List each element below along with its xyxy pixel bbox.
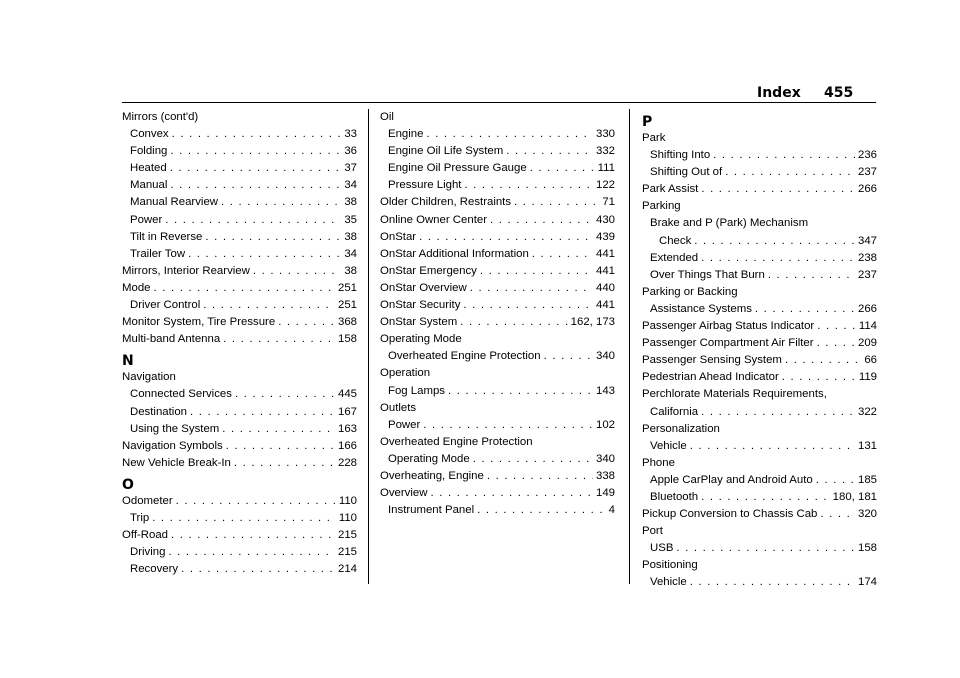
index-entry xyxy=(380,451,615,468)
index-entry xyxy=(380,143,615,160)
entry-label: Folding xyxy=(130,145,168,158)
entry-label: Navigation Symbols xyxy=(122,439,223,452)
index-entry xyxy=(122,194,357,211)
index-heading: Oil xyxy=(380,111,394,123)
index-heading: Personalization xyxy=(642,422,720,435)
entry-label: OnStar Emergency xyxy=(380,264,477,277)
index-entry xyxy=(380,314,615,331)
entry-page: 439 xyxy=(595,230,615,243)
entry-page: 163 xyxy=(337,422,357,435)
index-entry xyxy=(380,177,615,194)
entry-page: 35 xyxy=(344,213,357,226)
entry-label: Vehicle xyxy=(650,576,687,589)
entry-page: 143 xyxy=(595,384,615,397)
index-entry xyxy=(122,527,357,544)
entry-page: 347 xyxy=(857,234,877,247)
entry-page: 322 xyxy=(857,405,877,418)
index-entry xyxy=(380,194,615,211)
index-entry xyxy=(642,438,877,455)
entry-label: Convex xyxy=(130,128,169,141)
section-letter: P xyxy=(642,114,653,130)
entry-page: 38 xyxy=(344,196,357,209)
index-entry xyxy=(642,540,877,557)
index-heading: Operating Mode xyxy=(380,333,462,346)
entry-label: Destination xyxy=(130,405,187,418)
entry-label: Mode xyxy=(122,281,151,294)
entry-page: 338 xyxy=(595,469,615,482)
index-column-1 xyxy=(122,109,357,578)
index-column-2 xyxy=(380,109,615,519)
index-entry xyxy=(380,417,615,434)
entry-page: 440 xyxy=(595,281,615,294)
entry-page: 166 xyxy=(337,439,357,452)
entry-page: 158 xyxy=(337,333,357,346)
index-entry xyxy=(642,489,877,506)
entry-label: Online Owner Center xyxy=(380,213,487,226)
index-entry xyxy=(122,280,357,297)
index-entry xyxy=(122,229,357,246)
entry-page: 71 xyxy=(602,196,615,209)
index-entry xyxy=(642,352,877,369)
entry-label: Recovery xyxy=(130,563,179,576)
entry-label: OnStar Security xyxy=(380,299,461,312)
entry-label: Bluetooth xyxy=(650,490,699,503)
entry-page: 131 xyxy=(857,439,877,452)
index-entry xyxy=(642,369,877,386)
index-entry xyxy=(380,229,615,246)
index-entry xyxy=(122,314,357,331)
entry-label: Extended xyxy=(650,251,699,264)
entry-label: Fog Lamps xyxy=(388,384,445,397)
index-heading: Parking xyxy=(642,200,681,213)
entry-label: Overheating, Engine xyxy=(380,469,484,482)
entry-page: 37 xyxy=(344,162,357,175)
index-entry xyxy=(380,280,615,297)
entry-page: 38 xyxy=(344,264,357,277)
entry-page: 214 xyxy=(337,563,357,576)
entry-page: 34 xyxy=(344,179,357,192)
entry-label: Odometer xyxy=(122,494,173,507)
entry-label: Using the System xyxy=(130,422,220,435)
index-entry xyxy=(122,438,357,455)
section-letter: N xyxy=(122,353,134,370)
entry-page: 167 xyxy=(337,405,357,418)
entry-page: 441 xyxy=(595,264,615,277)
entry-label: Engine xyxy=(388,128,424,141)
index-entry xyxy=(642,506,877,523)
entry-page: 441 xyxy=(595,247,615,260)
entry-label: Trip xyxy=(130,511,150,524)
entry-label: Driving xyxy=(130,546,166,559)
entry-page: 119 xyxy=(858,371,877,384)
index-entry xyxy=(122,493,357,510)
entry-label: Pressure Light xyxy=(388,179,462,192)
entry-page: 38 xyxy=(344,230,357,243)
entry-label: Engine Oil Life System xyxy=(388,145,504,158)
entry-label: Assistance Systems xyxy=(650,302,752,315)
entry-page: 251 xyxy=(337,281,357,294)
entry-label: Shifting Out of xyxy=(650,166,723,179)
index-entry xyxy=(380,212,615,229)
entry-page: 114 xyxy=(858,320,877,333)
entry-page: 445 xyxy=(337,388,357,401)
index-entry xyxy=(380,502,615,519)
entry-page: 237 xyxy=(857,166,877,179)
entry-page: 340 xyxy=(595,452,615,465)
section-letter: O xyxy=(122,476,134,493)
index-heading: Positioning xyxy=(642,559,698,572)
index-entry xyxy=(380,485,615,502)
index-entry xyxy=(642,335,877,352)
entry-label: OnStar Additional Information xyxy=(380,247,529,260)
entry-label: Park Assist xyxy=(642,183,699,196)
index-entry xyxy=(642,181,877,198)
entry-label: Over Things That Burn xyxy=(650,268,765,281)
index-entry xyxy=(642,318,877,335)
entry-label: USB xyxy=(650,542,674,555)
entry-page: 215 xyxy=(337,546,357,559)
index-entry xyxy=(642,147,877,164)
index-entry xyxy=(380,348,615,365)
index-entry xyxy=(122,455,357,472)
index-entry xyxy=(122,421,357,438)
entry-page: 162, 173 xyxy=(570,316,615,329)
index-entry xyxy=(380,297,615,314)
index-entry xyxy=(122,143,357,160)
header-page-number: 455 xyxy=(824,85,854,101)
index-entry xyxy=(380,126,615,143)
index-entry xyxy=(642,574,877,591)
entry-page: 110 xyxy=(338,511,357,524)
index-entry xyxy=(122,246,357,263)
entry-label: Shifting Into xyxy=(650,149,711,162)
index-entry xyxy=(122,160,357,177)
index-entry xyxy=(380,468,615,485)
index-entry xyxy=(122,263,357,280)
entry-page: 34 xyxy=(344,247,357,260)
entry-page: 185 xyxy=(857,473,877,486)
index-column-3 xyxy=(642,109,877,592)
entry-label: Tilt in Reverse xyxy=(130,230,203,243)
entry-page: 237 xyxy=(857,268,877,281)
entry-page: 320 xyxy=(857,508,877,521)
index-entry xyxy=(380,246,615,263)
index-heading: Navigation xyxy=(122,371,176,384)
index-heading: Port xyxy=(642,525,663,538)
entry-label: Trailer Tow xyxy=(130,247,186,260)
entry-label: Overheated Engine Protection xyxy=(388,350,541,363)
index-entry xyxy=(122,386,357,403)
entry-label: Manual Rearview xyxy=(130,196,218,209)
entry-label: Passenger Sensing System xyxy=(642,354,782,367)
entry-label: Vehicle xyxy=(650,439,687,452)
index-heading: Brake and P (Park) Mechanism xyxy=(650,217,809,230)
index-entry xyxy=(642,301,877,318)
index-heading: Outlets xyxy=(380,401,417,414)
entry-page: 251 xyxy=(337,299,357,312)
entry-label: Passenger Compartment Air Filter xyxy=(642,337,814,350)
entry-page: 228 xyxy=(337,456,357,469)
entry-label: Monitor System, Tire Pressure xyxy=(122,316,276,329)
index-entry xyxy=(122,404,357,421)
entry-label: OnStar System xyxy=(380,316,458,329)
entry-label: OnStar xyxy=(380,230,417,243)
entry-page: 430 xyxy=(595,213,615,226)
entry-page: 215 xyxy=(337,529,357,542)
entry-page: 238 xyxy=(857,251,877,264)
entry-page: 266 xyxy=(857,302,877,315)
index-entry xyxy=(642,472,877,489)
entry-page: 209 xyxy=(857,337,877,350)
entry-page: 4 xyxy=(608,504,615,517)
entry-label: Multi-band Antenna xyxy=(122,333,221,346)
entry-label: Engine Oil Pressure Gauge xyxy=(388,162,527,175)
entry-page: 330 xyxy=(595,128,615,141)
index-heading: Mirrors (cont'd) xyxy=(122,111,199,123)
entry-label: Mirrors, Interior Rearview xyxy=(122,264,250,277)
index-entry xyxy=(642,164,877,181)
entry-label: Driver Control xyxy=(130,299,201,312)
entry-page: 33 xyxy=(344,128,357,141)
entry-page: 110 xyxy=(338,494,357,507)
entry-label: Power xyxy=(388,418,421,431)
entry-page: 340 xyxy=(595,350,615,363)
entry-label: Power xyxy=(130,213,163,226)
entry-label: Manual xyxy=(130,179,168,192)
entry-label: Operating Mode xyxy=(388,452,470,465)
column-divider xyxy=(629,109,630,584)
entry-page: 441 xyxy=(595,299,615,312)
index-entry xyxy=(122,212,357,229)
entry-page: 149 xyxy=(595,487,615,500)
entry-label: Passenger Airbag Status Indicator xyxy=(642,320,815,333)
entry-page: 236 xyxy=(857,149,877,162)
entry-label: New Vehicle Break-In xyxy=(122,456,231,469)
index-entry xyxy=(122,126,357,143)
entry-page: 174 xyxy=(857,576,877,589)
index-heading: Park xyxy=(642,132,666,144)
entry-label: Pedestrian Ahead Indicator xyxy=(642,371,779,384)
index-entry xyxy=(122,510,357,527)
entry-label: OnStar Overview xyxy=(380,281,467,294)
column-divider xyxy=(368,109,369,584)
index-entry xyxy=(380,263,615,280)
index-entry xyxy=(642,233,877,250)
entry-page: 368 xyxy=(337,316,357,329)
entry-page: 111 xyxy=(597,162,615,175)
entry-label: Pickup Conversion to Chassis Cab xyxy=(642,508,818,521)
entry-page: 332 xyxy=(595,145,615,158)
index-heading: Phone xyxy=(642,456,675,469)
entry-page: 158 xyxy=(857,542,877,555)
entry-page: 266 xyxy=(857,183,877,196)
entry-label: Apple CarPlay and Android Auto xyxy=(650,473,813,486)
index-entry xyxy=(122,331,357,348)
entry-page: 36 xyxy=(344,145,357,158)
header-title: Index xyxy=(757,85,801,101)
index-entry xyxy=(380,383,615,400)
entry-label: Instrument Panel xyxy=(388,504,475,517)
entry-label: Check xyxy=(659,234,692,247)
entry-label: Older Children, Restraints xyxy=(380,196,512,209)
entry-label: Off-Road xyxy=(122,529,169,542)
index-entry xyxy=(122,177,357,194)
index-entry xyxy=(122,544,357,561)
entry-page: 66 xyxy=(864,354,877,367)
entry-page: 122 xyxy=(595,179,615,192)
index-entry xyxy=(642,404,877,421)
index-heading: Parking or Backing xyxy=(642,285,738,298)
index-entry xyxy=(642,250,877,267)
entry-label: Heated xyxy=(130,162,167,175)
index-entry xyxy=(122,561,357,578)
index-entry xyxy=(122,297,357,314)
entry-label: Connected Services xyxy=(130,388,232,401)
index-entry xyxy=(642,267,877,284)
index-entry xyxy=(380,160,615,177)
entry-label: Overview xyxy=(380,487,428,500)
entry-label: California xyxy=(650,405,699,418)
index-heading: Perchlorate Materials Requirements, xyxy=(642,388,827,401)
header-rule xyxy=(122,102,876,103)
entry-page: 180, 181 xyxy=(832,490,877,503)
entry-page: 102 xyxy=(595,418,615,431)
index-heading: Overheated Engine Protection xyxy=(380,435,533,448)
index-heading: Operation xyxy=(380,367,431,380)
